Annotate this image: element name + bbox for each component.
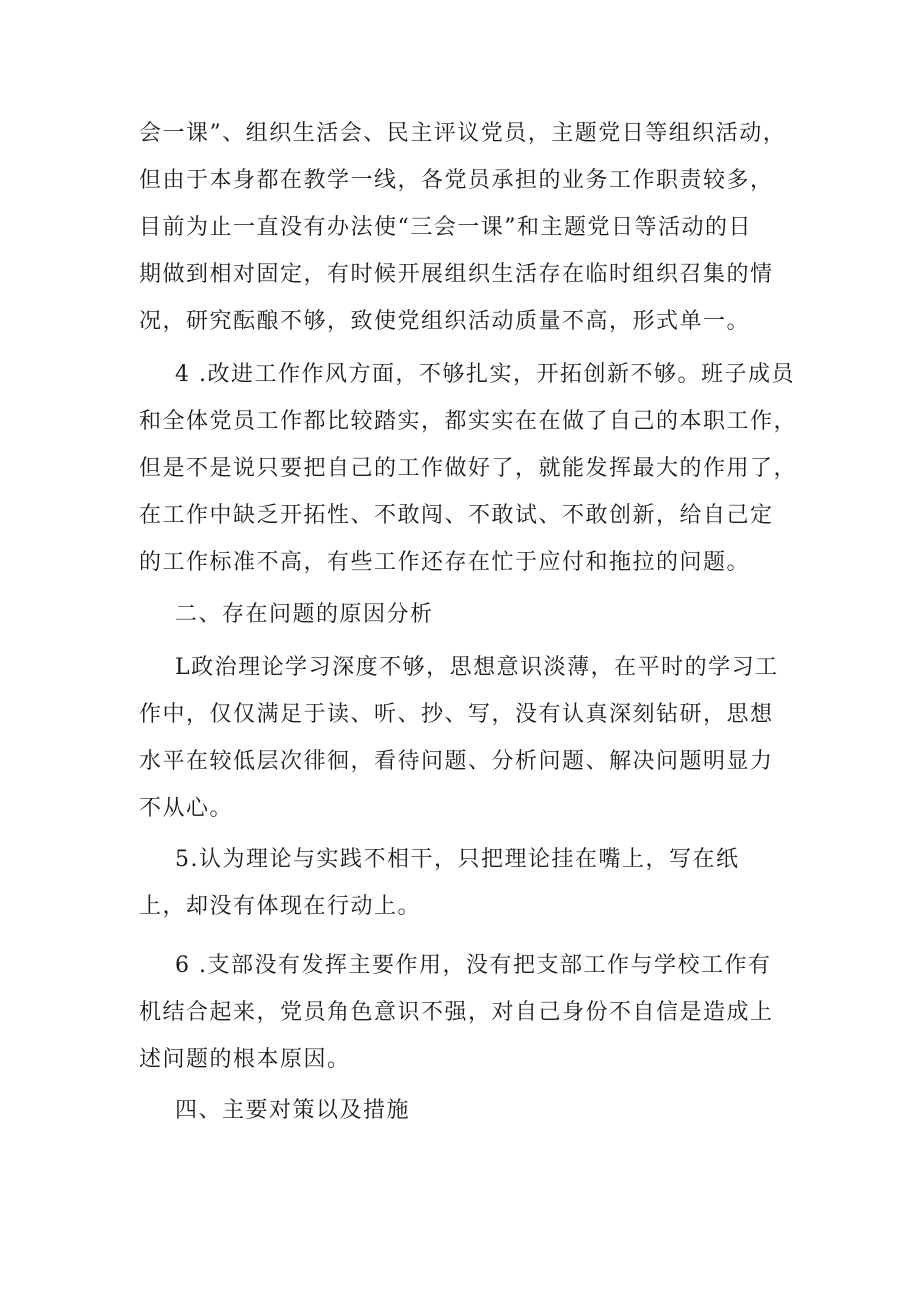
text-line: 不从心。 [139, 796, 234, 821]
section-heading: 二、存在问题的原因分析 [175, 602, 434, 627]
text-line: 5.认为理论与实践不相干，只把理论挂在嘴上，写在纸 [175, 847, 740, 872]
text-line: 的工作标准不高，有些工作还存在忙于应付和拖拉的问题。 [139, 550, 751, 575]
text-line: 会一课”、组织生活会、民主评议党员，主题党日等组织活动， [139, 121, 787, 146]
text-line: 述问题的根本原因。 [139, 1047, 351, 1072]
text-line: 和全体党员工作都比较踏实，都实实在在做了自己的本职工作， [139, 409, 798, 434]
text-line: 况，研究酝酿不够，致使党组织活动质量不高，形式单一。 [139, 309, 751, 334]
text-line: 上，却没有体现在行动上。 [139, 894, 422, 919]
text-line: 在工作中缺乏开拓性、不敢闯、不敢试、不敢创新，给自己定 [139, 503, 774, 528]
text-line: 水平在较低层次徘徊，看待问题、分析问题、解决问题明显力 [139, 749, 774, 774]
text-line: 4 .改进工作作风方面，不够扎实，开拓创新不够。班子成员 [175, 362, 795, 387]
text-line: 但是不是说只要把自己的工作做好了，就能发挥最大的作用了， [139, 456, 798, 481]
text-line: 期做到相对固定，有时候开展组织生活存在临时组织召集的情 [139, 262, 774, 287]
text-line: 但由于本身都在教学一线，各党员承担的业务工作职责较多， [139, 168, 774, 193]
text-line: 目前为止一直没有办法使“三会一课”和主题党日等活动的日 [139, 215, 752, 240]
text-line: 作中，仅仅满足于读、听、抄、写，没有认真深刻钻研，思想 [139, 702, 774, 727]
text-line: 6 .支部没有发挥主要作用，没有把支部工作与学校工作有 [175, 953, 772, 978]
text-line: L政治理论学习深度不够，思想意识淡薄，在平时的学习工 [175, 655, 779, 680]
text-line: 机结合起来，党员角色意识不强，对自己身份不自信是造成上 [139, 1000, 774, 1025]
section-heading: 四、主要对策以及措施 [175, 1098, 411, 1123]
